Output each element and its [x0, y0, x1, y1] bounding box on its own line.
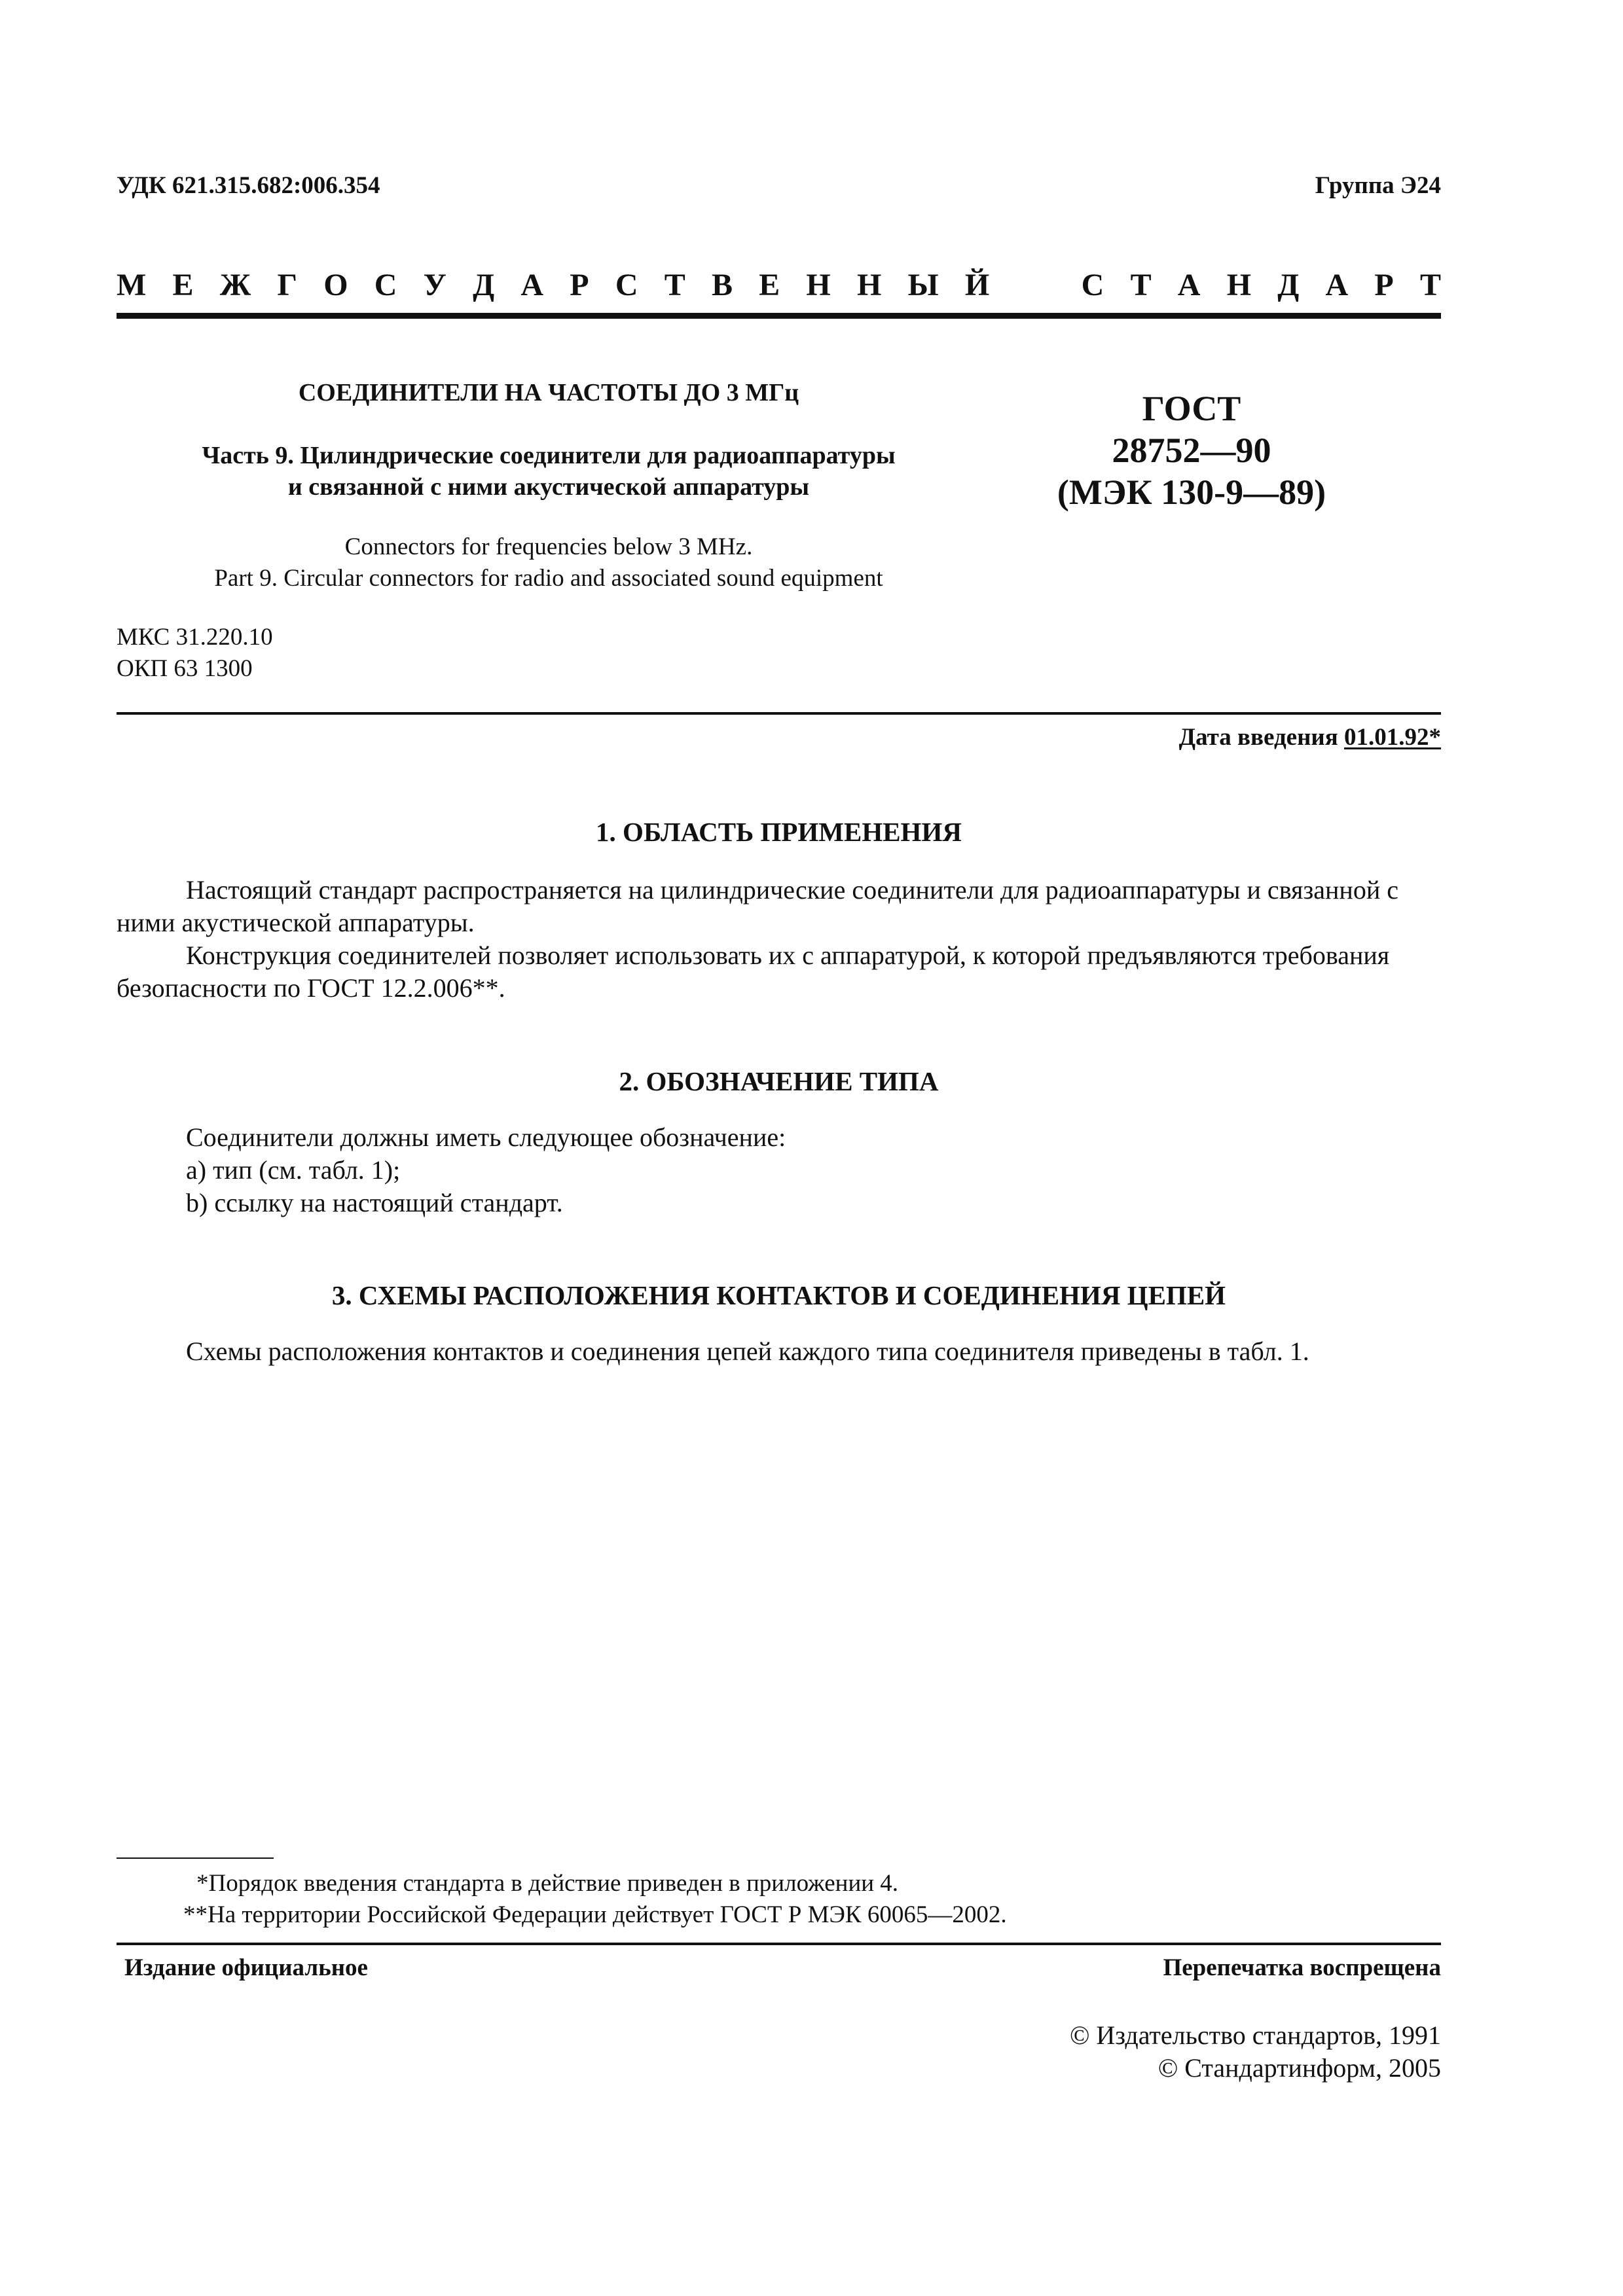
okp-code: ОКП 63 1300 [117, 655, 253, 682]
banner-word-1-letter: Е [759, 268, 780, 302]
section-2-item-b: b) ссылку на настоящий стандарт. [186, 1188, 563, 1217]
iec-number: (МЭК 130-9—89) [1057, 473, 1326, 512]
section-2-intro: Соединители должны иметь следующее обозначение: [186, 1122, 786, 1152]
footer-rule [117, 1943, 1441, 1945]
banner-word-1-letter: М [117, 268, 147, 302]
english-title-line-1: Connectors for frequencies below 3 MHz. [344, 533, 753, 560]
classification-codes [117, 622, 273, 685]
banner-word-2-letter: А [1325, 268, 1349, 302]
section-2-item-a: a) тип (см. табл. 1); [186, 1155, 401, 1185]
date-label: Дата введения [1178, 724, 1344, 751]
subtitle-line-2: и связанной с ними акустической аппаратуры [287, 473, 810, 501]
banner-word-2-letter: А [1177, 268, 1201, 302]
section-3-heading: 3. СХЕМЫ РАСПОЛОЖЕНИЯ КОНТАКТОВ И СОЕДИНЕНИЯ ЦЕПЕЙ [331, 1280, 1226, 1310]
banner-word-2-letter: Т [1419, 268, 1441, 302]
banner-word-1-letter: Н [856, 268, 882, 302]
title-rule [117, 712, 1441, 715]
footnote-2: **На территории Российской Федерации действует ГОСТ Р МЭК 60065—2002. [183, 1901, 1007, 1928]
banner-word-1-letter: Р [570, 268, 589, 302]
banner-word-1-letter: Ы [907, 268, 939, 302]
gost-label: ГОСТ [1142, 389, 1241, 428]
document-title: СОЕДИНИТЕЛИ НА ЧАСТОТЫ ДО 3 МГц [298, 379, 799, 406]
mks-code: МКС 31.220.10 [117, 624, 273, 651]
section-1-paragraph-1: Настоящий стандарт распространяется на цилиндрические соединители для радиоаппаратуры и связанной с ними акустической аппаратуры. [117, 875, 1398, 937]
footnote-rule [117, 1857, 274, 1859]
banner-word-1-letter: О [323, 268, 348, 302]
banner-word-1-letter: Ж [219, 268, 251, 302]
official-edition-label: Издание официальное [124, 1954, 368, 1981]
subtitle-line-1: Часть 9. Цилиндрические соединители для радиоаппаратуры [202, 442, 896, 469]
banner-word-2-letter: Т [1130, 268, 1152, 302]
document-subtitle [117, 440, 981, 503]
banner-word-1-letter: Т [664, 268, 685, 302]
banner-word-1-letter: В [711, 268, 733, 302]
banner-word-1-letter: Е [172, 268, 194, 302]
banner-word-1-letter: Д [473, 268, 495, 302]
banner-word-2-letter: Р [1374, 268, 1394, 302]
banner-word-1-letter: А [520, 268, 544, 302]
section-3-paragraph: Схемы расположения контактов и соединения цепей каждого типа соединителя приведены в табл. 1. [186, 1336, 1309, 1366]
banner-word-1-letter: У [423, 268, 447, 302]
copyright-block [1070, 2019, 1441, 2085]
date-value: 01.01.92* [1344, 724, 1441, 751]
introduction-date [1179, 723, 1441, 751]
banner-word-1-letter: Н [806, 268, 831, 302]
standard-banner [117, 267, 1441, 303]
banner-word-2-letter: С [1081, 268, 1104, 302]
banner-word-1-letter: С [374, 268, 397, 302]
footnote-1: *Порядок введения стандарта в действие приведен в приложении 4. [196, 1870, 899, 1897]
copyright-2: © Стандартинформ, 2005 [1158, 2053, 1441, 2083]
banner-word-1-letter: Г [277, 268, 297, 302]
copyright-1: © Издательство стандартов, 1991 [1069, 2020, 1441, 2050]
banner-word-1-letter: Й [964, 268, 990, 302]
banner-word-1-letter: С [615, 268, 638, 302]
section-1-heading: 1. ОБЛАСТЬ ПРИМЕНЕНИЯ [596, 817, 962, 847]
english-title [117, 531, 981, 594]
banner-word-2-letter: Д [1277, 268, 1300, 302]
reprint-prohibited-label: Перепечатка воспрещена [1163, 1954, 1441, 1981]
section-1-paragraph-2: Конструкция соединителей позволяет использовать их с аппаратурой, к которой предъявляются требования безопасности по ГОСТ 12.2.006**. [117, 941, 1390, 1003]
group-code: Группа Э24 [1315, 172, 1441, 199]
banner-word-gap [1015, 267, 1055, 303]
banner-word-2-letter: Н [1226, 268, 1252, 302]
section-2-heading: 2. ОБОЗНАЧЕНИЕ ТИПА [619, 1066, 939, 1096]
udk-code: УДК 621.315.682:006.354 [117, 172, 380, 199]
gost-designation [1021, 387, 1362, 513]
english-title-line-2: Part 9. Circular connectors for radio and associated sound equipment [214, 565, 883, 592]
gost-number: 28752—90 [1112, 431, 1271, 470]
header-rule [117, 313, 1441, 319]
